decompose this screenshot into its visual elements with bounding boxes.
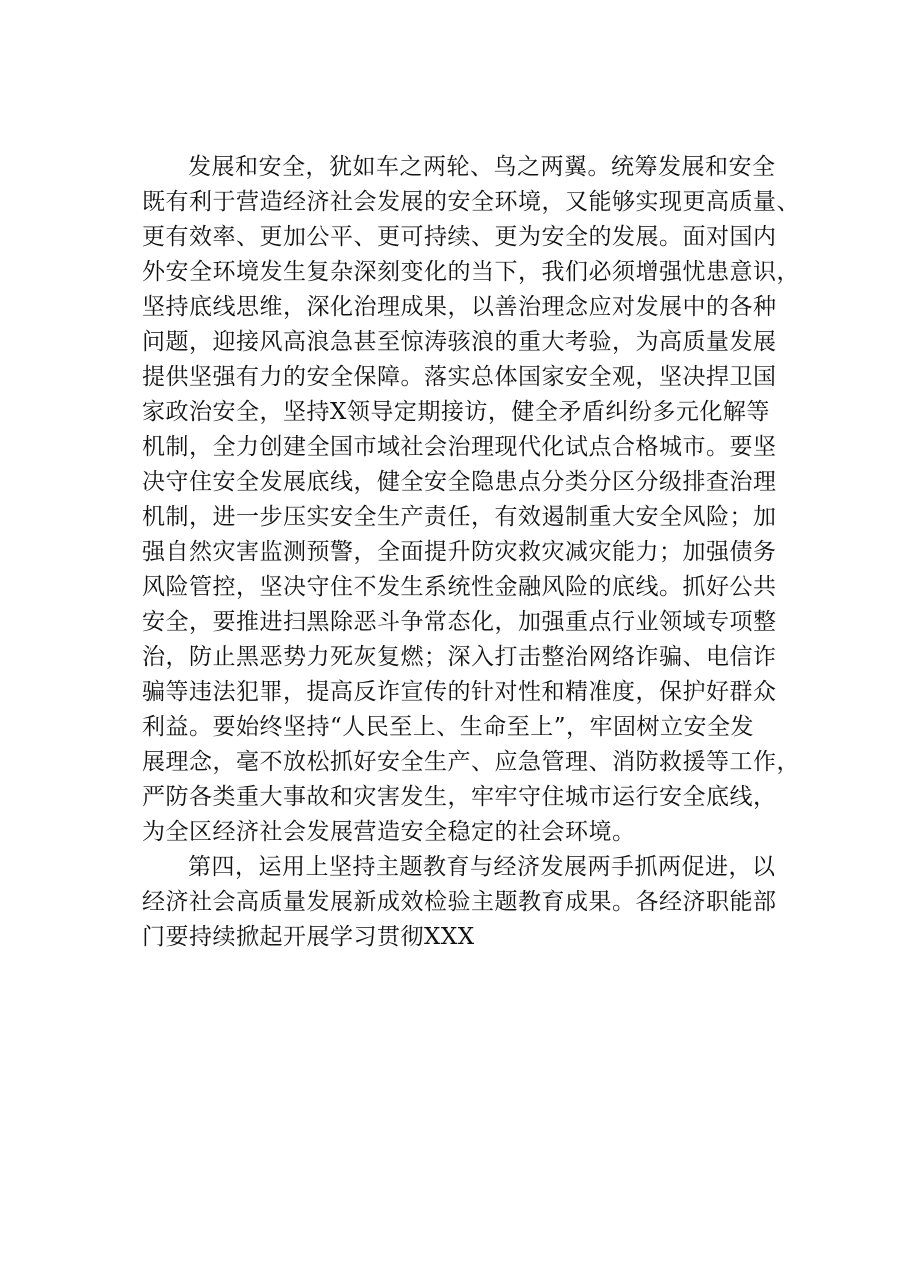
document-body [142,150,822,955]
paragraph-line: 家政治安全，坚持X领导定期接访，健全矛盾纠纷多元化解等 [142,399,770,425]
paragraph-line: 治，防止黑恶势力死灰复燃；深入打击整治网络诈骗、电信诈 [142,644,777,670]
paragraph-line: 坚持底线思维，深化治理成果，以善治理念应对发展中的各种 [142,294,777,320]
paragraph-line: 风险管控，坚决守住不发生系统性金融风险的底线。抓好公共 [142,574,777,600]
paragraph-development-security [142,150,822,850]
paragraph-line: 展理念，毫不放松抓好安全生产、应急管理、消防救援等工作， [142,749,800,775]
paragraph-line: 利益。要始终坚持“人民至上、生命至上”，牢固树立安全发 [142,714,755,740]
paragraph-line: 骗等违法犯罪，提高反诈宣传的针对性和精准度，保护好群众 [142,679,777,705]
paragraph-line: 第四，运用上坚持主题教育与经济发展两手抓两促进，以 [188,854,776,880]
paragraph-line: 经济社会高质量发展新成效检验主题教育成果。各经济职能部 [142,889,777,915]
paragraph-line: 安全，要推进扫黑除恶斗争常态化，加强重点行业领域专项整 [142,609,777,635]
paragraph-line: 严防各类重大事故和灾害发生，牢牢守住城市运行安全底线， [142,784,777,810]
paragraph-line: 发展和安全，犹如车之两轮、鸟之两翼。统筹发展和安全 [188,154,776,180]
paragraph-line: 强自然灾害监测预警，全面提升防灾救灾减灾能力；加强债务 [142,539,777,565]
paragraph-line: 决守住安全发展底线，健全安全隐患点分类分区分级排查治理 [142,469,777,495]
paragraph-line: 为全区经济社会发展营造安全稳定的社会环境。 [142,819,636,845]
paragraph-line: 门要持续掀起开展学习贯彻XXX [142,924,475,950]
paragraph-line: 更有效率、更加公平、更可持续、更为安全的发展。面对国内 [142,224,777,250]
paragraph-line: 问题，迎接风高浪急甚至惊涛骇浪的重大考验，为高质量发展 [142,329,777,355]
paragraph-line: 机制，进一步压实安全生产责任，有效遏制重大安全风险；加 [142,504,777,530]
paragraph-line: 外安全环境发生复杂深刻变化的当下，我们必须增强忧患意识， [142,259,800,285]
paragraph-line: 机制，全力创建全国市域社会治理现代化试点合格城市。要坚 [142,434,777,460]
paragraph-line: 既有利于营造经济社会发展的安全环境，又能够实现更高质量、 [142,189,800,215]
paragraph-line: 提供坚强有力的安全保障。落实总体国家安全观，坚决捍卫国 [142,364,777,390]
paragraph-fourth-point [142,850,822,955]
